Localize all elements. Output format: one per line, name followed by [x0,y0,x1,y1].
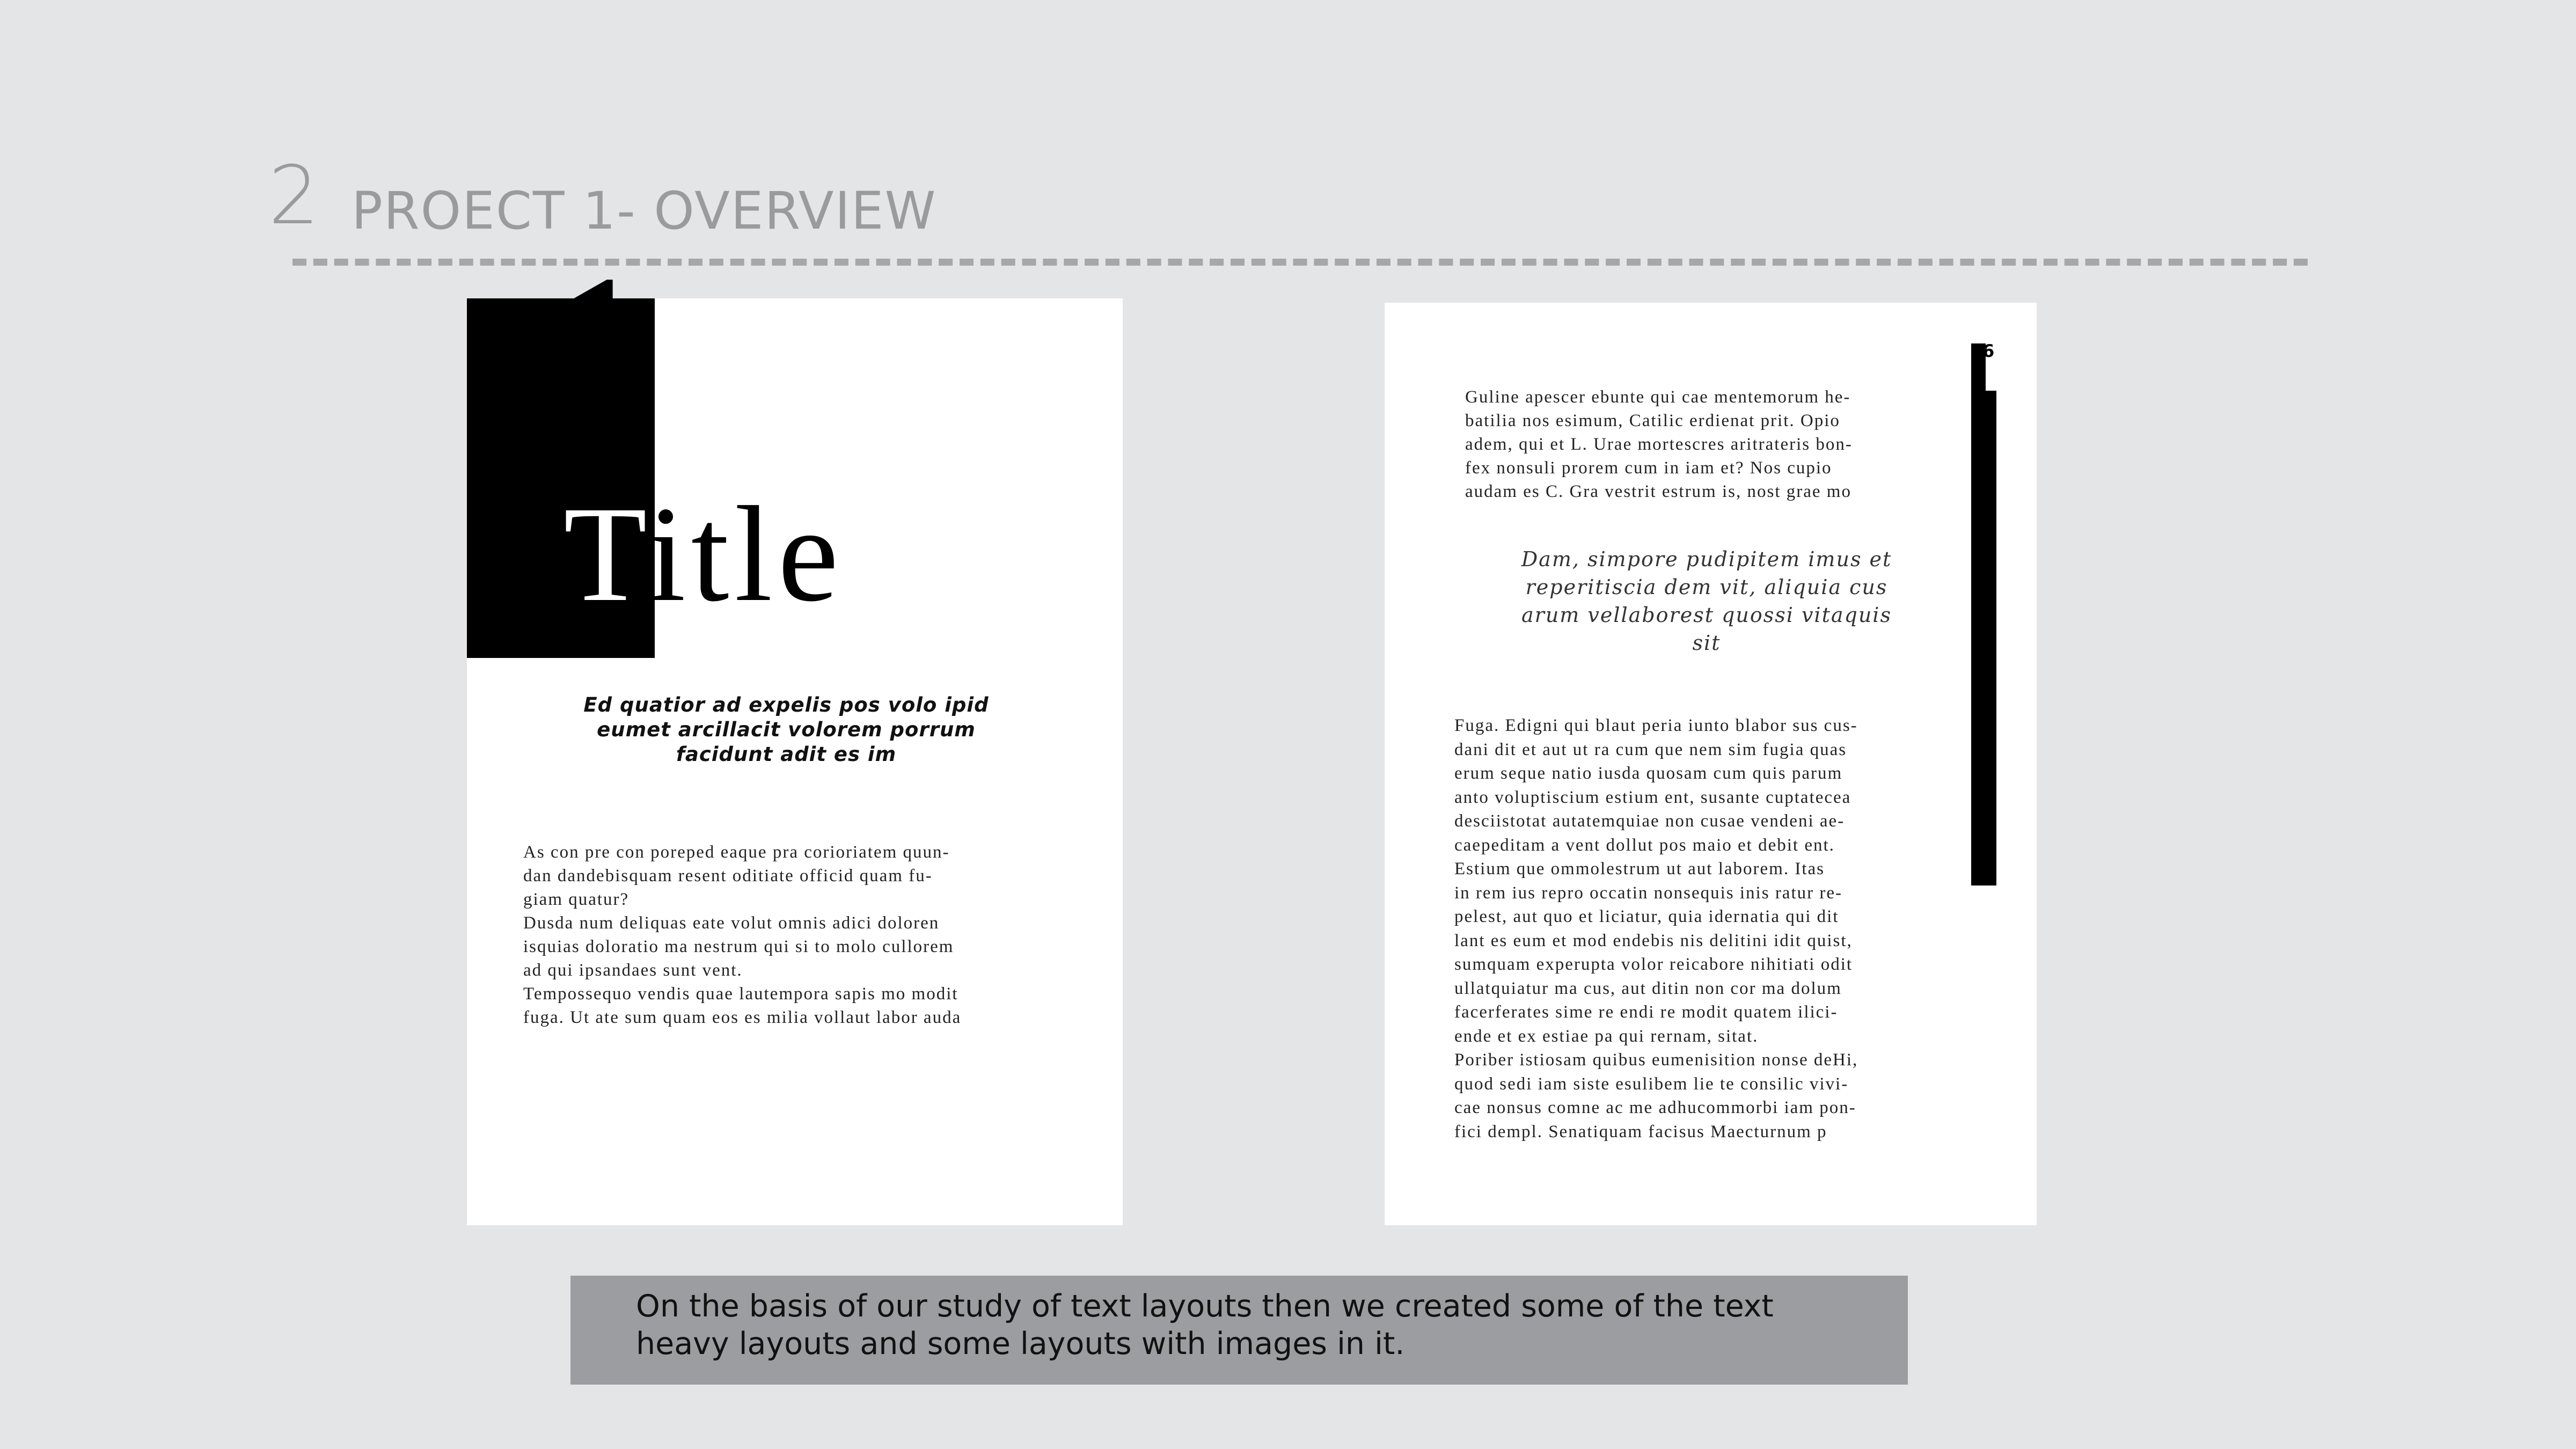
body-line: lant es eum et mod endebis nis delitini idit quist, [1454,931,1853,950]
vertical-bar [1971,343,1996,885]
slide-title: PROECT 1- OVERVIEW [352,181,937,241]
body-line: ad qui ipsandaes sunt vent. [523,961,743,980]
caption-box [570,1276,1908,1385]
body-line: anto voluptiscium estium ent, susante cuptatecea [1454,787,1851,807]
subtitle-line: Ed quatior ad expelis pos volo ipid [583,693,989,716]
pull-quote [1465,545,1948,657]
body-line: isquias doloratio ma nestrum qui si to molo cullorem [523,937,954,956]
body-line: ullatquiatur ma cus, aut ditin non cor ma dolum [1454,978,1842,998]
body-line: facerferates sime re endi re modit quatem ilici- [1454,1002,1838,1022]
subtitle-line: facidunt adit es im [676,743,897,766]
caption-text [636,1287,1892,1363]
chapter-number [542,227,657,482]
right-top-text [1465,385,1948,503]
caption-line: heavy layouts and some layouts with images in it. [636,1326,1405,1362]
right-body-text [1454,714,1970,1144]
body-line: audam es C. Gra vestrit estrum is, nost grae mo [1465,482,1851,501]
body-line: in rem ius repro occatin nonsequis inis ratur re- [1454,883,1842,903]
body-line: fuga. Ut ate sum quam eos es milia vollaut labor auda [523,1008,962,1027]
body-line: quod sedi iam siste esulibem lie te consilic vivi- [1454,1074,1849,1094]
title-rest: itle [647,479,844,630]
body-line: sumquam experupta volor reicabore nihitiati odit [1454,955,1853,974]
quote-line: arum vellaborest quossi vitaquis [1521,603,1892,627]
quote-line: Dam, simpore pudipitem imus et [1521,547,1892,571]
chapter-number-glyph: 1 [542,227,657,482]
page-title [564,479,844,630]
body-line: ende et ex estiae pa qui rernam, sitat. [1454,1026,1759,1046]
body-line: Dusda num deliquas eate volut omnis adici doloren [523,913,940,933]
body-line: batilia nos esimum, Catilic erdienat prit. Opio [1465,411,1840,430]
quote-line: sit [1692,631,1721,655]
title-first-letter: T [564,479,648,630]
body-line: pelest, aut quo et liciatur, quia idernatia qui dit [1454,907,1839,926]
body-line: dan dandebisquam resent oditiate officid quam fu- [523,866,933,885]
body-line: Fuga. Edigni qui blaut peria iunto blabor sus cus- [1454,716,1858,735]
body-line: giam quatur? [523,890,630,909]
body-line: cae nonsus comne ac me adhucommorbi iam pon- [1454,1098,1856,1117]
page-number: 6 [1982,341,1995,361]
body-line: erum seque natio iusda quosam cum quis parum [1454,764,1843,783]
left-page-mockup [467,227,1123,1225]
quote-line: reperitiscia dem vit, aliquia cus [1525,575,1888,599]
subtitle [547,693,1025,767]
body-line: adem, qui et L. Urae mortescres aritrateris bon- [1465,435,1853,454]
body-line: fici dempl. Senatiquam facisus Maecturnum p [1454,1122,1827,1141]
right-page-mockup [1385,303,2037,1225]
body-line: Estium que ommolestrum ut aut laborem. Itas [1454,859,1825,879]
body-line: desciistotat autatemquiae non cusae vendeni ae- [1454,811,1845,831]
body-line: As con pre con poreped eaque pra corioriatem quun- [523,843,950,862]
body-line: dani dit et aut ut ra cum que nem sim fugia quas [1454,740,1847,759]
body-line: Guline apescer ebunte qui cae mentemorum he- [1465,387,1851,407]
slide-number: 2 [268,149,320,243]
body-line: Tempossequo vendis quae lautempora sapis mo modit [523,984,958,1004]
subtitle-line: eumet arcillacit volorem porrum [597,718,976,741]
body-line: fex nonsuli prorem cum in iam et? Nos cupio [1465,458,1832,478]
left-body-text [523,840,1060,1029]
body-line: caepeditam a vent dollut pos maio et debit ent. [1454,835,1835,855]
body-line: Poriber istiosam quibus eumenisition nonse deHi, [1454,1050,1858,1070]
caption-line: On the basis of our study of text layouts then we created some of the text [636,1289,1774,1324]
